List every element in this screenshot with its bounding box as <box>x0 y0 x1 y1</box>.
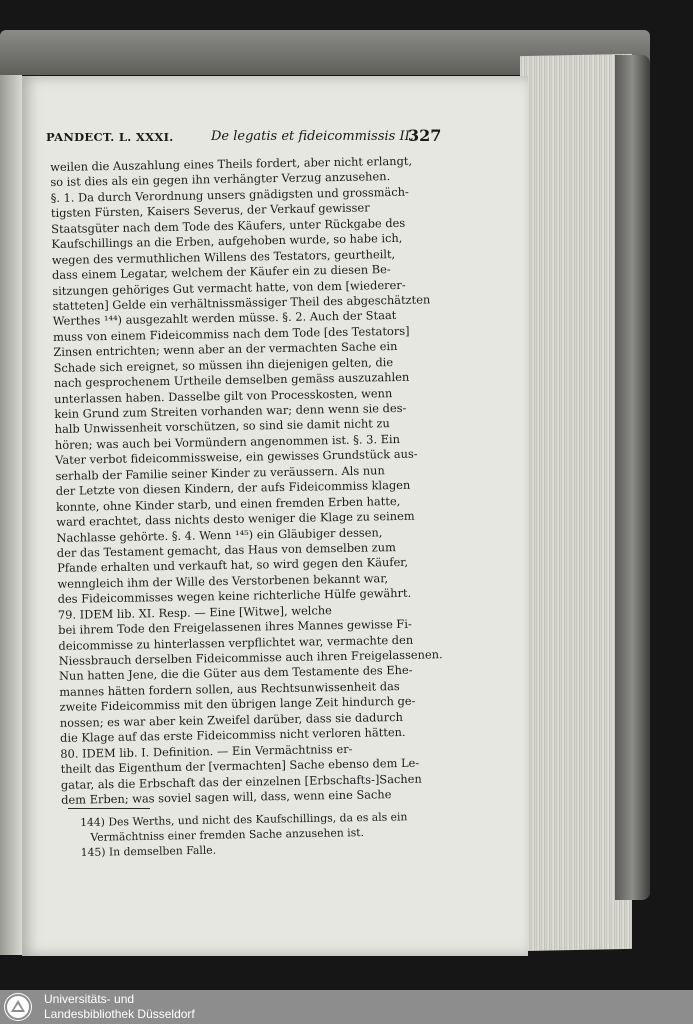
text-line: Werthes ¹⁴⁴) ausgezahlt werden müsse. §. 2. Auch der Staat <box>52 308 397 329</box>
text-line: Zinsen entrichten; wenn aber an der vermachten Sache ein <box>53 339 398 360</box>
text-line: Pfande erhalten und verkauft hat, so wird gegen den Käufer, <box>57 555 409 576</box>
text-line: wenngleich ihm der Wille des Verstorbenen bekannt war, <box>57 570 389 591</box>
text-line: so ist dies als ein gegen ihn verhängter Verzug anzusehen. <box>50 169 391 190</box>
text-line: der das Testament gemacht, das Haus von demselben zum <box>56 539 397 560</box>
text-line: Niessbrauch derselben Fideicommisse auch ihren Freigelassenen. <box>58 647 443 668</box>
text-line: der Letzte von diesen Kindern, der aufs Fideicommiss klagen <box>55 477 411 499</box>
text-line: Schade sich ereignet, so müssen ihn diejenigen gelten, die <box>53 354 394 375</box>
text-line: ward erachtet, dass nichts desto weniger die Klage zu seinem <box>56 508 415 530</box>
book-spine <box>615 55 650 900</box>
text-line: gatar, als die Erbschaft das der einzelnen [Erbschafts-]Sachen <box>60 771 422 792</box>
body-text <box>50 153 471 808</box>
text-line: bei ihrem Tode den Freigelassenen ihres Mannes gewisse Fi- <box>58 616 412 638</box>
text-line: zweite Fideicommiss mit den übrigen lange Zeit hindurch ge- <box>59 694 416 715</box>
text-line: tigsten Fürsten, Kaisers Severus, der Verkauf gewisser <box>50 200 370 221</box>
footnotes <box>80 808 461 860</box>
header-left: PANDECT. L. XXXI. <box>46 130 174 144</box>
text-line: konnte, ohne Kinder starb, und einen fremden Erben hatte, <box>55 493 401 514</box>
text-line: Nachlasse gehörte. §. 4. Wenn ¹⁴⁵) ein Gläubiger dessen, <box>56 524 383 545</box>
text-line: halb Unwissenheit vorschützen, so sind sie damit nicht zu <box>54 416 390 437</box>
text-line: Kaufschillings an die Erben, aufgehoben wurde, so habe ich, <box>51 231 403 252</box>
library-name-line1: Universitäts- und <box>44 992 135 1006</box>
text-line: die Klage auf das erste Fideicommiss nicht verloren hätten. <box>59 725 406 746</box>
library-logo-icon <box>4 993 32 1021</box>
text-line: sitzungen gehöriges Gut vermacht hatte, von dem [wiederer- <box>52 277 406 298</box>
running-header <box>46 128 448 148</box>
text-line: serhalb der Familie seiner Kinder zu veräussern. Als nun <box>55 462 385 483</box>
library-footer <box>0 990 693 1024</box>
text-line: Vater verbot fideicommissweise, ein gewisses Grundstück aus- <box>55 446 418 468</box>
text-line: nossen; es war aber kein Zweifel darüber, dass sie dadurch <box>59 709 403 730</box>
library-name-line2: Landesbibliothek Düsseldorf <box>44 1007 195 1021</box>
text-line: weilen die Auszahlung eines Theils fordert, aber nicht erlangt, <box>50 153 413 174</box>
text-line: muss von einem Fideicommiss nach dem Tode [des Testators] <box>52 323 410 344</box>
facing-page-edge <box>0 75 22 955</box>
text-line: wegen des vermuthlichen Willens des Testators, geurtheilt, <box>51 246 396 267</box>
text-line: Nun hatten Jene, die die Güter aus dem Testamente des Ehe- <box>58 663 413 684</box>
text-line: 80. IDEM lib. I. Definition. — Ein Vermächtniss er- <box>60 741 353 761</box>
header-title: De legatis et fideicommissis II. <box>211 129 414 144</box>
footnote-145: 145) In demselben Falle. <box>80 843 217 859</box>
text-line: des Fideicommisses wegen keine richterliche Hülfe gewährt. <box>57 586 412 607</box>
text-line: nach gesprochenem Urtheile demselben gemäss auszuzahlen <box>53 369 410 391</box>
page-number: 327 <box>408 126 442 145</box>
text-line: dass einem Legatar, welchem der Käufer ein zu diesen Be- <box>51 262 391 283</box>
text-line: unterlassen haben. Dasselbe gilt von Processkosten, wenn <box>54 385 393 406</box>
text-line: theilt das Eigenthum der [vermachten] Sache ebenso dem Le- <box>60 755 420 776</box>
text-line: Staatsgüter nach dem Tode des Käufers, unter Rückgabe des <box>51 215 406 236</box>
footnote-144-cont: Vermächtniss einer fremden Sache anzusehen ist. <box>90 826 365 844</box>
text-line: 79. IDEM lib. XI. Resp. — Eine [Witwe], welche <box>57 602 332 622</box>
text-line: hören; was auch bei Vormündern angenommen ist. §. 3. Ein <box>54 431 401 452</box>
text-line: dem Erben; was soviel sagen will, dass, wenn eine Sache <box>61 787 392 807</box>
text-line: statteten] Gelde ein verhältnissmässiger Theil des abgeschätzten <box>52 292 431 313</box>
text-line: deicommisse zu hinterlassen verpflichtet war, vermachte den <box>58 632 414 653</box>
text-line: mannes hätten fordern sollen, aus Rechtsunwissenheit das <box>59 678 400 699</box>
footnote-144: 144) Des Werths, und nicht des Kaufschillings, da es als ein <box>80 810 408 829</box>
text-line: §. 1. Da durch Verordnung unsers gnädigsten und grossmäch- <box>50 184 409 205</box>
text-line: kein Grund zum Streiten vorhanden war; denn wenn sie des- <box>54 400 407 421</box>
footnote-rule <box>68 808 150 809</box>
